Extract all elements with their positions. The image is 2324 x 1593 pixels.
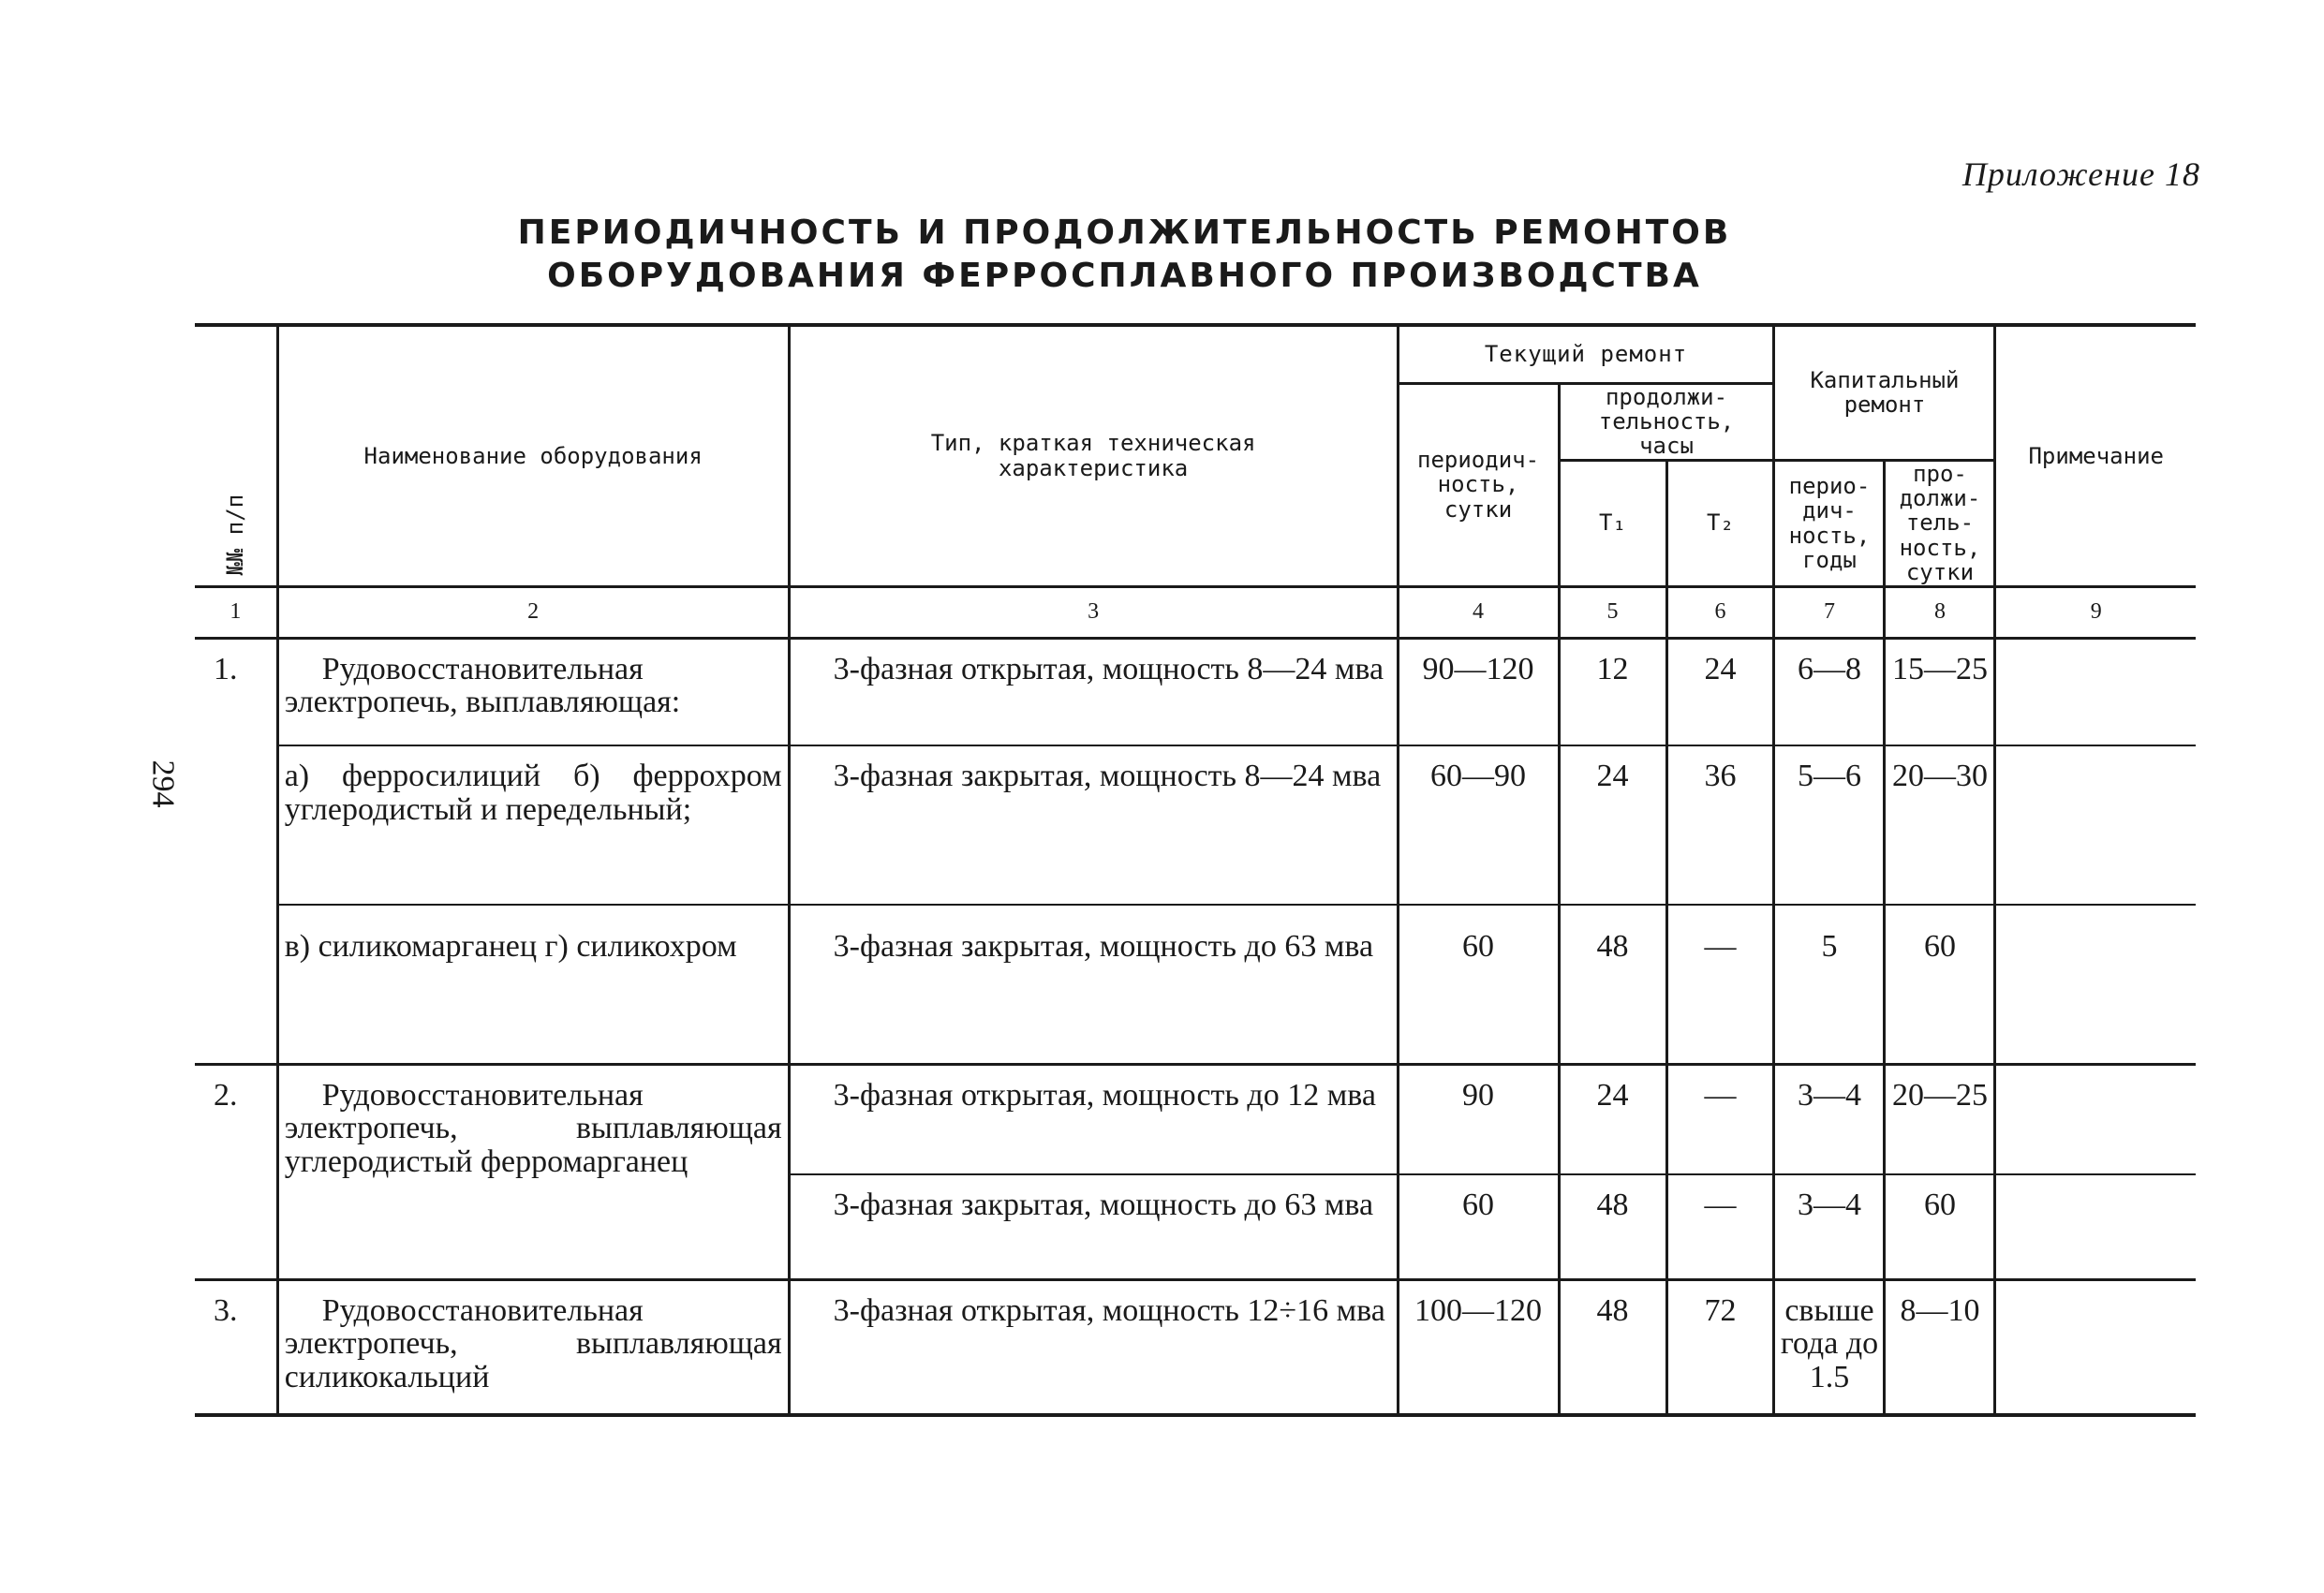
- row-number: 2.: [195, 1064, 277, 1279]
- equipment-type: 3-фазная закрытая, мощность 8—24 мва: [789, 745, 1398, 905]
- period-days: 60—90: [1398, 745, 1559, 905]
- col-number: 9: [1995, 586, 2196, 638]
- page-title-line1: ПЕРИОДИЧНОСТЬ И ПРОДОЛЖИТЕЛЬНОСТЬ РЕМОНТОВ: [517, 214, 1732, 252]
- header-period-days: периодич-ность, сутки: [1398, 383, 1559, 586]
- col-number: 2: [277, 586, 789, 638]
- col-number: 4: [1398, 586, 1559, 638]
- capital-period: 3—4: [1774, 1174, 1885, 1279]
- equipment-name: Рудовосстановительная электропечь, выплавляющая силикокальций: [277, 1279, 789, 1415]
- duration-t2: —: [1666, 1174, 1774, 1279]
- header-duration-hours: продолжи-тельность, часы: [1559, 383, 1774, 460]
- header-t1: T₁: [1559, 460, 1666, 586]
- duration-t1: 48: [1559, 1174, 1666, 1279]
- duration-t2: —: [1666, 1064, 1774, 1174]
- capital-duration: 8—10: [1885, 1279, 1995, 1415]
- duration-t1: 48: [1559, 905, 1666, 1064]
- header-t2: T₂: [1666, 460, 1774, 586]
- period-days: 90—120: [1398, 638, 1559, 745]
- equipment-type: 3-фазная закрытая, мощность до 63 мва: [789, 1174, 1398, 1279]
- duration-t2: 72: [1666, 1279, 1774, 1415]
- capital-duration: 15—25: [1885, 638, 1995, 745]
- note: [1995, 638, 2196, 745]
- table-row: [195, 1279, 2196, 1415]
- note: [1995, 745, 2196, 905]
- capital-duration: 20—30: [1885, 745, 1995, 905]
- header-capital-repair: Капитальный ремонт: [1774, 325, 1995, 460]
- header-period-years: перио-дич-ность, годы: [1774, 460, 1885, 586]
- equipment-type: 3-фазная открытая, мощность до 12 мва: [789, 1064, 1398, 1174]
- note: [1995, 1174, 2196, 1279]
- col-number: 3: [789, 586, 1398, 638]
- row-number: 3.: [195, 1279, 277, 1415]
- repair-table: [195, 323, 2196, 1417]
- duration-t2: 36: [1666, 745, 1774, 905]
- equipment-name: Рудовосстановительная электропечь, выплавляющая углеродистый ферромарганец: [277, 1064, 789, 1279]
- row-number: 1.: [195, 638, 277, 1064]
- table-row: [195, 1064, 2196, 1174]
- period-days: 90: [1398, 1064, 1559, 1174]
- col-number: 5: [1559, 586, 1666, 638]
- header-type: Тип, краткая техническая характеристика: [789, 325, 1398, 586]
- capital-period: 5—6: [1774, 745, 1885, 905]
- period-days: 100—120: [1398, 1279, 1559, 1415]
- note: [1995, 1279, 2196, 1415]
- period-days: 60: [1398, 1174, 1559, 1279]
- header-num: №№ п/п: [195, 325, 277, 586]
- col-number: 8: [1885, 586, 1995, 638]
- header-current-repair: Текущий ремонт: [1398, 325, 1774, 383]
- table-row: [195, 745, 2196, 905]
- table-row: [195, 638, 2196, 745]
- equipment-name: в) силикомарганец г) силикохром: [277, 905, 789, 1064]
- capital-period: 6—8: [1774, 638, 1885, 745]
- capital-duration: 60: [1885, 1174, 1995, 1279]
- appendix-label: Приложение 18: [1961, 155, 2200, 193]
- duration-t2: —: [1666, 905, 1774, 1064]
- page-number: 294: [145, 760, 181, 808]
- capital-period: 5: [1774, 905, 1885, 1064]
- capital-duration: 20—25: [1885, 1064, 1995, 1174]
- page-title-line2: ОБОРУДОВАНИЯ ФЕРРОСПЛАВНОГО ПРОИЗВОДСТВА: [547, 257, 1702, 295]
- header-duration-days: про-должи-тель-ность, сутки: [1885, 460, 1995, 586]
- equipment-name: а) ферросилиций б) феррохром углеродистый и передельный;: [277, 745, 789, 905]
- col-number: 1: [195, 586, 277, 638]
- capital-period: свыше года до 1.5: [1774, 1279, 1885, 1415]
- duration-t1: 12: [1559, 638, 1666, 745]
- col-number: 7: [1774, 586, 1885, 638]
- col-number: 6: [1666, 586, 1774, 638]
- header-name: Наименование оборудования: [277, 325, 789, 586]
- equipment-type: 3-фазная закрытая, мощность до 63 мва: [789, 905, 1398, 1064]
- duration-t1: 24: [1559, 1064, 1666, 1174]
- duration-t1: 48: [1559, 1279, 1666, 1415]
- table-row: [195, 905, 2196, 1064]
- equipment-type: 3-фазная открытая, мощность 8—24 мва: [789, 638, 1398, 745]
- equipment-name: Рудовосстановительная электропечь, выплавляющая:: [277, 638, 789, 745]
- duration-t2: 24: [1666, 638, 1774, 745]
- equipment-type: 3-фазная открытая, мощность 12÷16 мва: [789, 1279, 1398, 1415]
- duration-t1: 24: [1559, 745, 1666, 905]
- note: [1995, 1064, 2196, 1174]
- capital-period: 3—4: [1774, 1064, 1885, 1174]
- note: [1995, 905, 2196, 1064]
- capital-duration: 60: [1885, 905, 1995, 1064]
- period-days: 60: [1398, 905, 1559, 1064]
- header-note: Примечание: [1995, 325, 2196, 586]
